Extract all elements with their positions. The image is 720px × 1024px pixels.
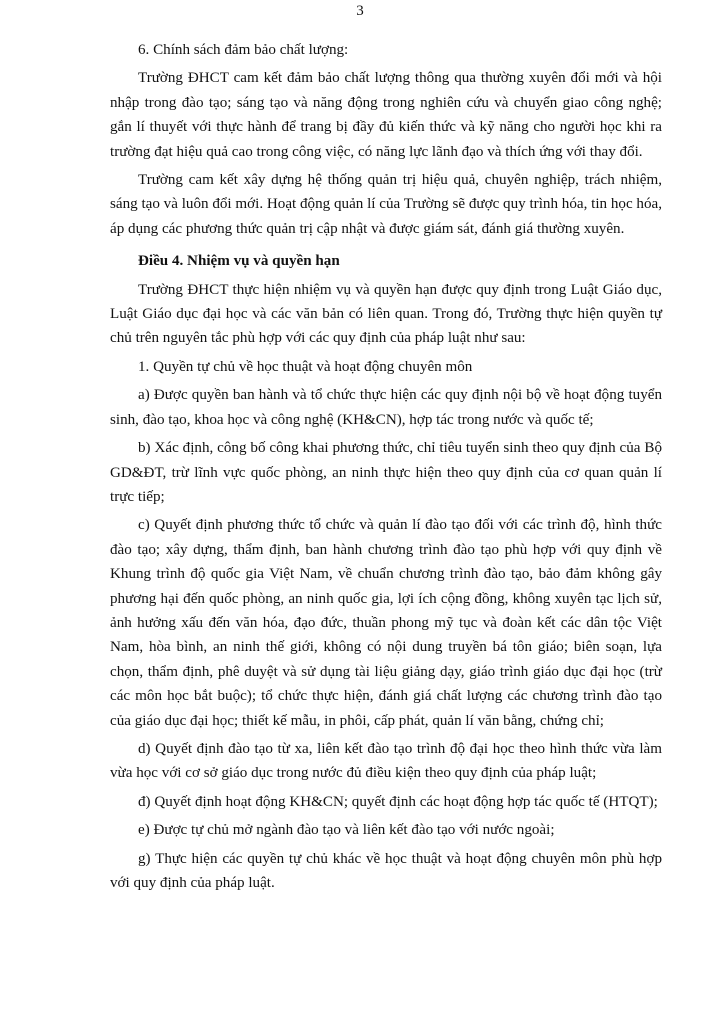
document-body <box>110 38 662 899</box>
list-item-d: d) Quyết định đào tạo từ xa, liên kết đào tạo trình độ đại học theo hình thức vừa làm vừa học với cơ sở giáo dục trong nước đủ điều kiện theo quy định của pháp luật; <box>110 740 662 782</box>
list-item-a: a) Được quyền ban hành và tổ chức thực hiện các quy định nội bộ về hoạt động tuyển sinh, đào tạo, khoa học và công nghệ (KH&CN), hợp tác trong nước và quốc tế; <box>110 387 662 428</box>
article-4-title: Điều 4. Nhiệm vụ và quyền hạn <box>138 253 340 270</box>
clause-1-heading: 1. Quyền tự chủ về học thuật và hoạt động chuyên môn <box>138 358 473 375</box>
list-item-e: e) Được tự chủ mở ngành đào tạo và liên kết đào tạo với nước ngoài; <box>138 822 555 839</box>
page-number: 3 <box>356 3 364 19</box>
list-item-b: b) Xác định, công bố công khai phương thức, chỉ tiêu tuyển sinh theo quy định của Bộ GD&ĐT, trừ lĩnh vực quốc phòng, an ninh thực hiện theo quy định của cơ quan quản lí trực tiếp; <box>110 440 662 505</box>
paragraph-governance-commitment: Trường cam kết xây dựng hệ thống quản trị hiệu quả, chuyên nghiệp, trách nhiệm, sáng tạo và luôn đổi mới. Hoạt động quản lí của Trường sẽ được quy trình hóa, tin học hóa, áp dụng các phương thức quản trị cập nhật và được giám sát, đánh giá thường xuyên. <box>110 172 662 237</box>
paragraph-article-4-intro: Trường ĐHCT thực hiện nhiệm vụ và quyền hạn được quy định trong Luật Giáo dục, Luật Giáo dục đại học và các văn bản có liên quan. Trong đó, Trường thực hiện quyền tự chủ trên nguyên tắc phù hợp với các quy định của pháp luật như sau: <box>110 281 662 347</box>
section-6-heading: 6. Chính sách đảm bảo chất lượng: <box>138 42 349 58</box>
list-item-dd: đ) Quyết định hoạt động KH&CN; quyết định các hoạt động hợp tác quốc tế (HTQT); <box>138 793 658 810</box>
list-item-g: g) Thực hiện các quyền tự chủ khác về học thuật và hoạt động chuyên môn phù hợp với quy định của pháp luật. <box>110 850 662 891</box>
paragraph-quality-commitment: Trường ĐHCT cam kết đảm bảo chất lượng thông qua thường xuyên đổi mới và hội nhập trong đào tạo; sáng tạo và năng động trong nghiên cứu và chuyển giao công nghệ; gắn lí thuyết với thực hành để trang bị đầy đủ kiến thức và kỹ năng cho người học khi ra trường đạt hiệu quả cao trong công việc, có năng lực lãnh đạo và thích ứng với thay đổi. <box>110 70 662 160</box>
list-item-c: c) Quyết định phương thức tổ chức và quản lí đào tạo đối với các trình độ, hình thức đào tạo; xây dựng, thẩm định, ban hành chương trình đào tạo phù hợp với quy định về Khung trình độ quốc gia Việt Nam, về chuẩn chương trình đào tạo, bảo đảm không gây phương hại đến quốc phòng, an ninh quốc gia, lợi ích cộng đồng, không xuyên tạc lịch sử, ảnh hưởng xấu đến văn hóa, đạo đức, thuần phong mỹ tục và đoàn kết các dân tộc Việt Nam, hòa bình, an ninh thế giới, không có nội dung truyền bá tôn giáo; biên soạn, lựa chọn, thẩm định, phê duyệt và sử dụng tài liệu giảng dạy, giáo trình giáo dục đại học (trừ các môn học bắt buộc); tổ chức thực hiện, đánh giá chất lượng các chương trình đào tạo của giáo dục đại học; thiết kế mẫu, in phôi, cấp phát, quản lí văn bằng, chứng chỉ; <box>110 517 662 729</box>
